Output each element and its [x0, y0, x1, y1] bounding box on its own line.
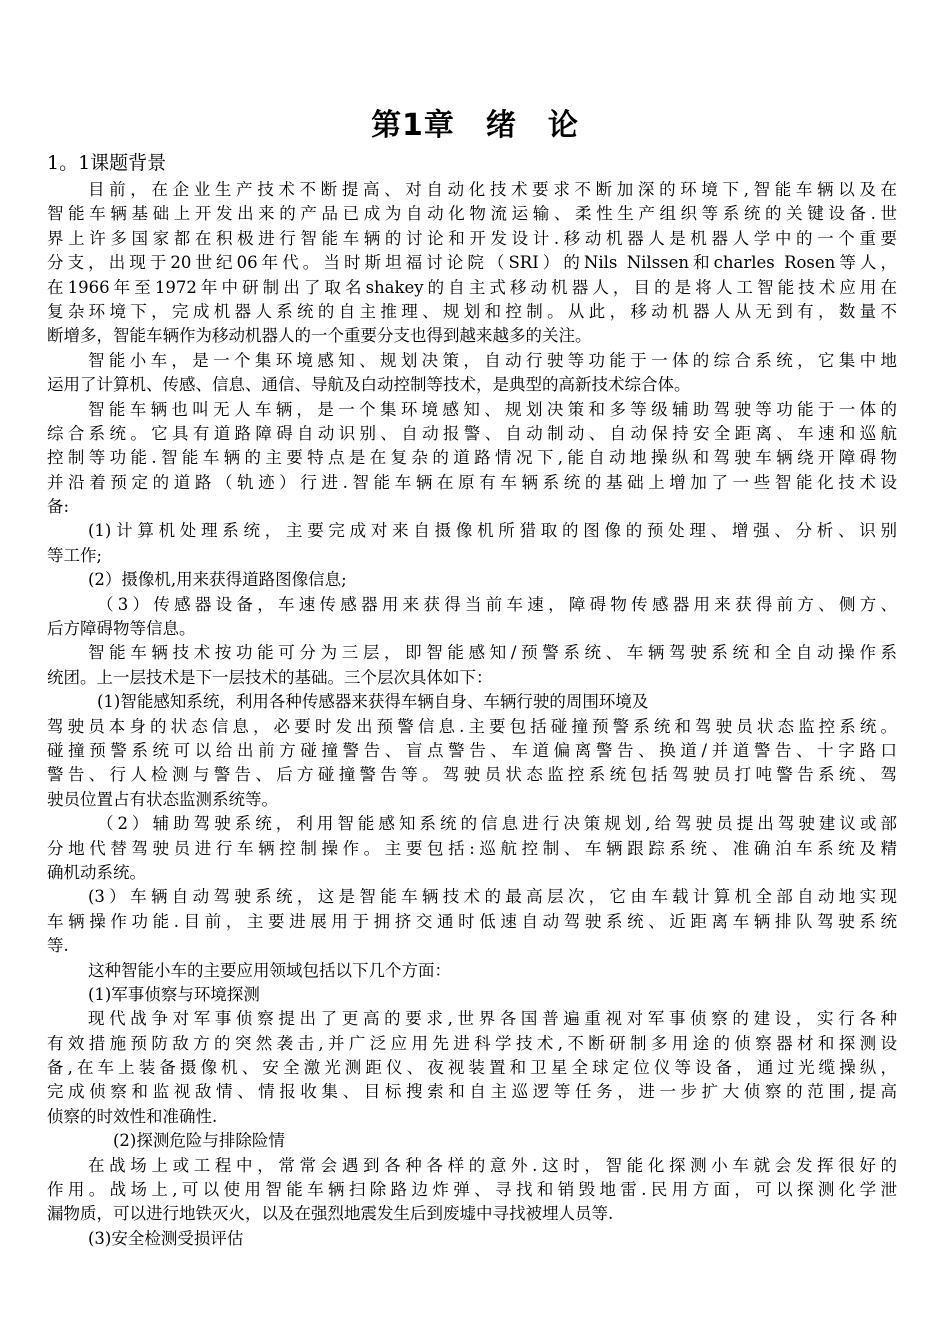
- text-line: (1)计算机处理系统，主要完成对来自摄像机所猎取的图像的预处理、增强、分析、识别: [88, 521, 897, 541]
- text-line: （3）传感器设备，车速传感器用来获得当前车速，障碍物传感器用来获得前方、侧方、: [97, 594, 897, 614]
- text-line: (1)智能感知系统，利用各种传感器来获得车辆自身、车辆行驶的周围环境及: [97, 692, 649, 712]
- text-line: 分支，出现于20世纪06年代。当时斯坦福讨论院（SRI）的Nils Nilssen和charles Rosen等人，: [47, 253, 897, 273]
- text-line: (3）车辆自动驾驶系统，这是智能车辆技术的最高层次，它由车载计算机全部自动地实现: [88, 887, 897, 907]
- text-line: 智能车辆基础上开发出来的产品已成为自动化物流运输、柔性生产组织等系统的关键设备.世: [47, 204, 897, 224]
- text-line: 断增多，智能车辆作为移动机器人的一个重要分支也得到越来越多的关注。: [47, 326, 592, 346]
- text-line: 在战场上或工程中，常常会遇到各种各样的意外.这时，智能化探测小车就会发挥很好的: [88, 1155, 897, 1175]
- text-line: 等工作;: [47, 545, 103, 565]
- body-text: [47, 178, 897, 1251]
- text-line: 目前，在企业生产技术不断提高、对自动化技术要求不断加深的环境下,智能车辆以及在: [88, 180, 897, 199]
- text-line: 驾驶员本身的状态信息，必要时发出预警信息.主要包括碰撞预警系统和驾驶员状态监控系统。: [47, 716, 897, 736]
- text-line: 运用了计算机、传感、信息、通信、导航及白动控制等技术，是典型的高新技术综合体。: [47, 375, 691, 395]
- text-line: （2）辅助驾驶系统，利用智能感知系统的信息进行决策规划,给驾驶员提出驾驶建议或部: [97, 814, 897, 834]
- chapter-title: 第1章 绪 论: [371, 108, 579, 143]
- text-line: (2)探测危险与排除险情: [113, 1131, 285, 1151]
- text-line: 备:: [47, 497, 70, 517]
- text-line: 确机动系统。: [47, 862, 146, 882]
- text-line: 备,在车上装备摄像机、安全激光测距仪、夜视装置和卫星全球定位仪等设备，通过光缆操纵，: [47, 1058, 897, 1078]
- text-line: (3)安全检测受损评估: [88, 1228, 244, 1248]
- text-line: (2）摄像机,用来获得道路图像信息;: [88, 570, 347, 590]
- text-line: 界上许多国家都在积极进行智能车辆的讨论和开发设计.移动机器人是机器人学中的一个重要: [47, 228, 897, 248]
- text-line: 后方障碍物等信息。: [47, 619, 196, 639]
- text-line: 在1966年至1972年中研制出了取名shakey的自主式移动机器人，目的是将人工智能技术应用在: [47, 277, 897, 297]
- text-line: 控制等功能.智能车辆的主要特点是在复杂的道路情况下,能自动地操纵和驾驶车辆绕开障碍物: [47, 448, 897, 468]
- text-line: 完成侦察和监视敌情、情报收集、目标搜索和自主巡逻等任务，进一步扩大侦察的范围,提高: [47, 1082, 897, 1102]
- text-line: 综合系统。它具有道路障碍自动识别、自动报警、自动制动、自动保持安全距离、车速和巡航: [47, 423, 897, 443]
- text-line: 碰撞预警系统可以给出前方碰撞警告、盲点警告、车道偏离警告、换道/并道警告、十字路口: [47, 740, 897, 760]
- text-line: 这种智能小车的主要应用领域包括以下几个方面：: [88, 960, 451, 980]
- text-line: 统团。上一层技术是下一层技术的基础。三个层次具体如下：: [47, 667, 493, 687]
- text-line: 等.: [47, 936, 69, 956]
- text-line: 智能车辆技术按功能可分为三层，即智能感知/预警系统、车辆驾驶系统和全自动操作系: [88, 643, 897, 663]
- text-line: 复杂环境下，完成机器人系统的自主推理、规划和控制。从此，移动机器人从无到有，数量不: [47, 301, 897, 321]
- text-line: 现代战争对军事侦察提出了更高的要求,世界各国普遍重视对军事侦察的建设，实行各种: [88, 1009, 897, 1029]
- text-line: 并沿着预定的道路（轨迹）行进.智能车辆在原有车辆系统的基础上增加了一些智能化技术设: [47, 472, 897, 492]
- text-line: 智能车辆也叫无人车辆，是一个集环境感知、规划决策和多等级辅助驾驶等功能于一体的: [88, 399, 897, 419]
- section-heading: 1。1课题背景: [47, 152, 167, 174]
- text-line: 智能小车，是一个集环境感知、规划决策，自动行驶等功能于一体的综合系统，它集中地: [88, 350, 897, 370]
- text-line: 车辆操作功能.目前，主要进展用于拥挤交通时低速自动驾驶系统、近距离车辆排队驾驶系统: [47, 911, 897, 931]
- text-line: 分地代替驾驶员进行车辆控制操作。主要包括:巡航控制、车辆跟踪系统、准确泊车系统及精: [47, 838, 897, 858]
- text-line: 侦察的时效性和准确性.: [47, 1106, 218, 1126]
- text-line: 漏物质，可以进行地铁灭火，以及在强烈地震发生后到废墟中寻找被埋人员等.: [47, 1204, 614, 1224]
- text-line: 驶员位置占有状态监测系统等。: [47, 789, 278, 809]
- text-line: 作用。战场上,可以使用智能车辆扫除路边炸弹、寻找和销毁地雷.民用方面，可以探测化学泄: [47, 1180, 897, 1200]
- text-line: (1)军事侦察与环境探测: [88, 984, 260, 1004]
- text-line: 有效措施预防敌方的突然袭击,并广泛应用先进科学技术,不断研制多用途的侦察器材和探测设: [47, 1033, 897, 1053]
- text-line: 警告、行人检测与警告、后方碰撞警告等。驾驶员状态监控系统包括驾驶员打吨警告系统、驾: [47, 765, 897, 785]
